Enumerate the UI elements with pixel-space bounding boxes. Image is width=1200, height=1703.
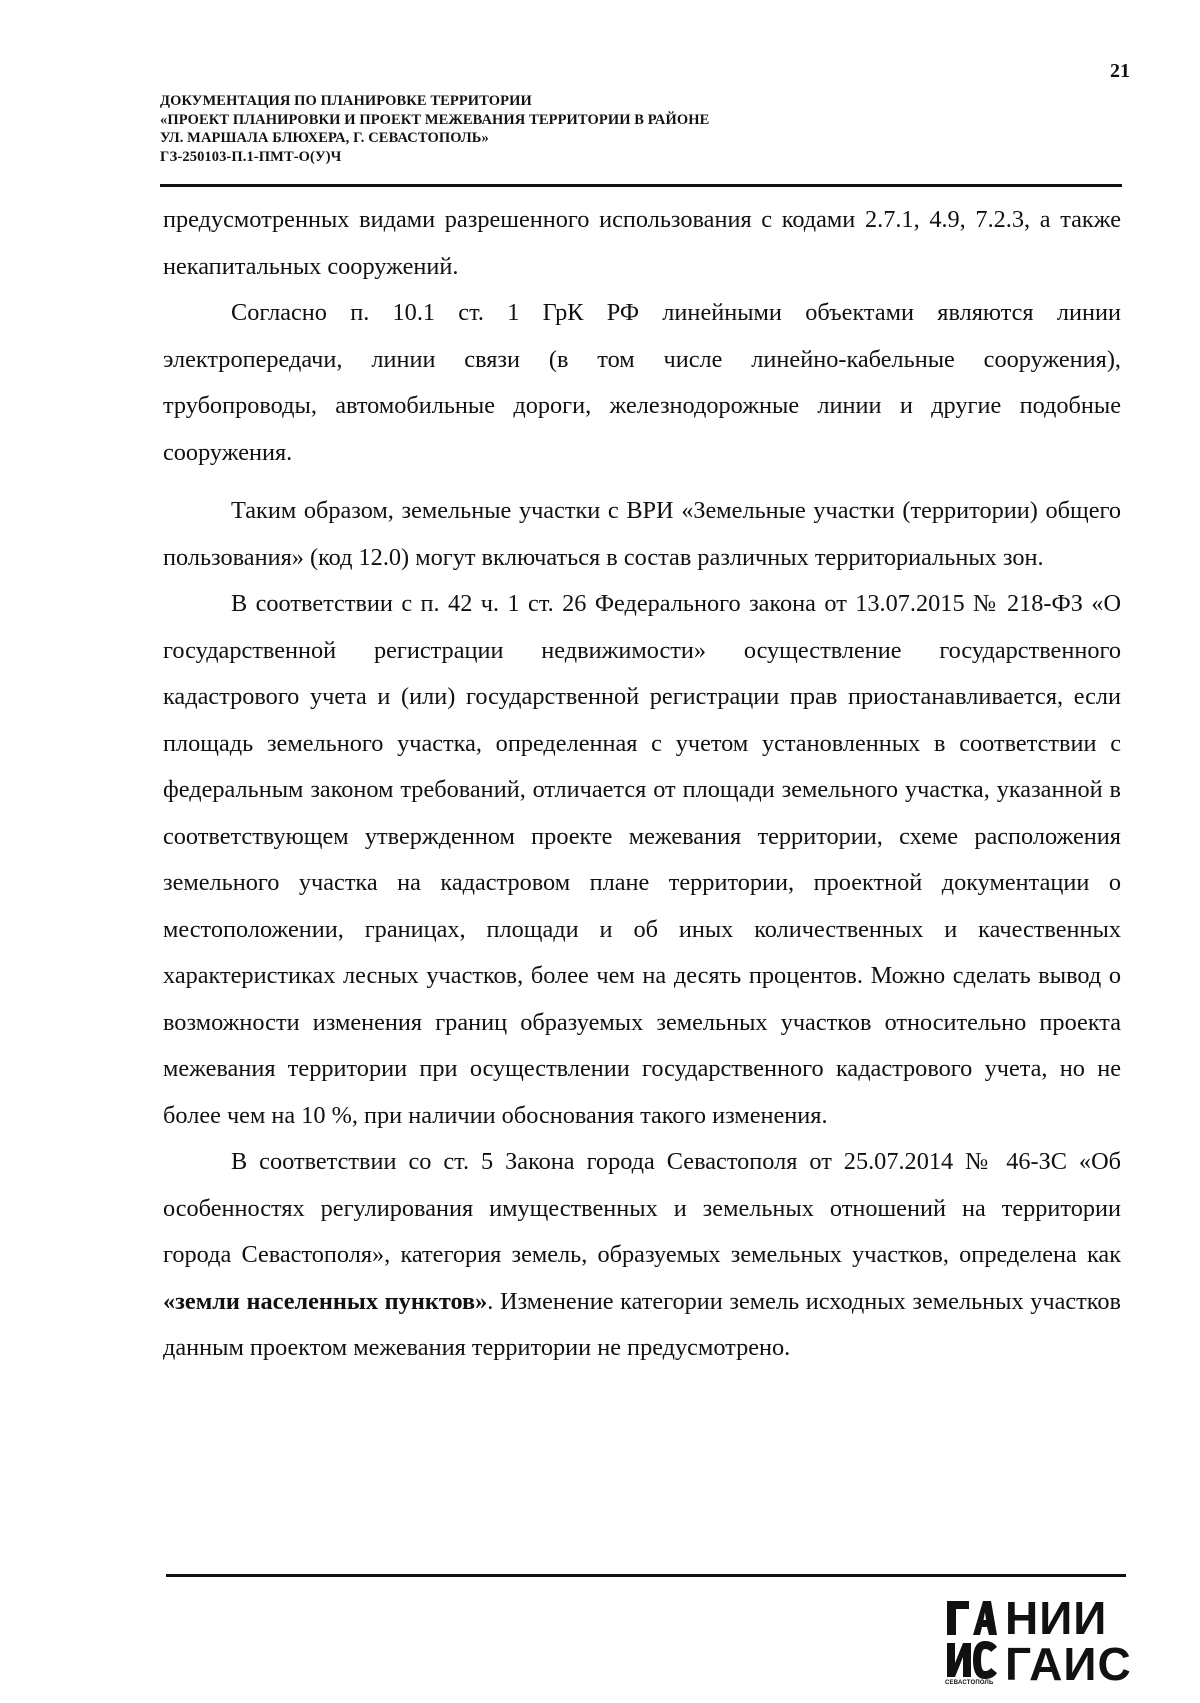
header-line-1: ДОКУМЕНТАЦИЯ ПО ПЛАНИРОВКЕ ТЕРРИТОРИИ xyxy=(160,93,532,109)
document-code: ГЗ-250103-П.1-ПМТ-О(У)Ч xyxy=(160,148,342,165)
header-line-2: «ПРОЕКТ ПЛАНИРОВКИ И ПРОЕКТ МЕЖЕВАНИЯ ТЕРРИТОРИИ В РАЙОНЕ xyxy=(160,111,710,128)
logo-text-nii: НИИ xyxy=(1005,1592,1108,1644)
paragraph-4: В соответствии с п. 42 ч. 1 ст. 26 Федерального закона от 13.07.2015 № 218-ФЗ «О государственной регистрации недвижимости» осуществление государственного кадастрового учета и (или) государственной регистрации прав приостанавливается, если площадь земельного участка, определенная с учетом установленных в соответствии с федеральным законом требований, отличается от площади земельного участка, указанной в соответствующем утвержденном проекте межевания территории, схеме расположения земельного участка на кадастровом плане территории, проектной документации о местоположении, границах, площади и об иных количественных и качественных характеристиках лесных участков, более чем на десять процентов. Можно сделать вывод о возможности изменения границ образуемых земельных участков относительно проекта межевания территории при осуществлении государственного кадастрового учета, но не более чем на 10 %, при наличии обоснования такого изменения. xyxy=(163,590,1121,1129)
paragraph-5-end: . Изменение категории земель исходных земельных участков данным проектом межевания территории не предусмотрено. xyxy=(163,1287,1121,1361)
land-category-bold: «земли населенных пунктов» xyxy=(163,1287,488,1315)
gais-emblem-icon xyxy=(945,1597,997,1681)
paragraph-5 xyxy=(163,1139,1121,1372)
nii-gais-logo xyxy=(945,1585,1130,1693)
paragraph-5-start: В соответствии со ст. 5 Закона города Севастополя от 25.07.2014 № 46-ЗС «Об особенностях регулирования имущественных и земельных отношений на территории города Севастополя», категория земель, образуемых земельных участков, определена как xyxy=(163,1148,1121,1268)
header-divider xyxy=(160,184,1122,187)
logo-text-gais: ГАИС xyxy=(1005,1638,1132,1690)
document-body xyxy=(163,197,1121,1372)
document-header xyxy=(160,92,1060,166)
paragraph-3: Таким образом, земельные участки с ВРИ «Земельные участки (территории) общего пользования» (код 12.0) могут включаться в состав различных территориальных зон. xyxy=(163,497,1121,571)
header-line-3: УЛ. МАРШАЛА БЛЮХЕРА, Г. СЕВАСТОПОЛЬ» xyxy=(160,130,489,146)
footer-divider xyxy=(166,1574,1126,1577)
paragraph-2: Согласно п. 10.1 ст. 1 ГрК РФ линейными объектами являются линии электропередачи, линии связи (в том числе линейно-кабельные сооружения), трубопроводы, автомобильные дороги, железнодорожные линии и другие подобные сооружения. xyxy=(163,299,1121,466)
paragraph-1: предусмотренных видами разрешенного использования с кодами 2.7.1, 4.9, 7.2.3, а также некапитальных сооружений. xyxy=(163,206,1121,280)
logo-city-caption: СЕВАСТОПОЛЬ xyxy=(945,1680,994,1686)
page-number: 21 xyxy=(1110,60,1130,82)
